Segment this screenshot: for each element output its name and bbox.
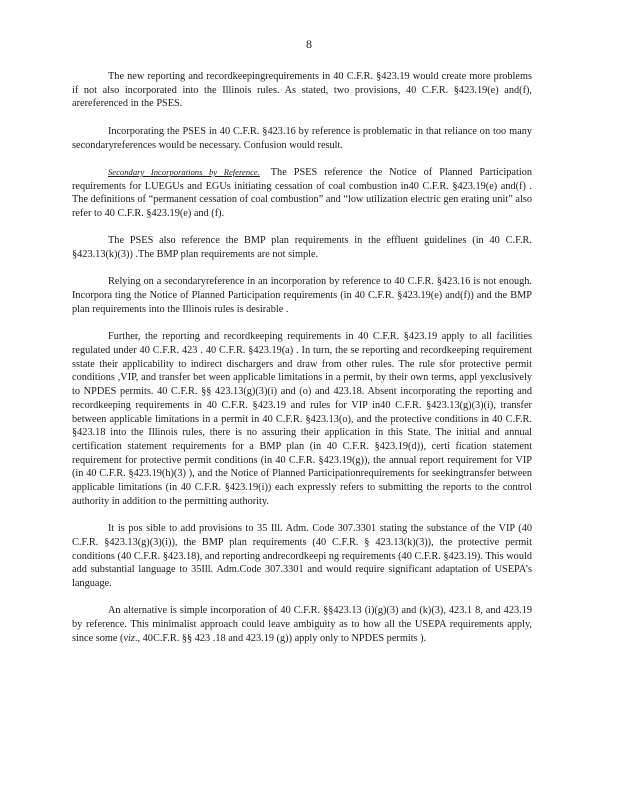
italic-term: viz [123, 632, 135, 644]
paragraph-text: Further, the reporting and recordkeeping requirements in 40 C.F.R. §423.19 apply to all facilities regulated under 40 C.F.R. 423 . 40 C.F.R. §423.19(a) . In turn, the se reporting and recordkeeping requirement sstate their applicability to indirect dischargers and draw from other rules. The rule sfor protective permit conditions ,VIP, and transfer bet ween applicable limitations in a permit, by their own terms, appl yexclusively to NPDES permits. 40 C.F.R. §§ 423.13(g)(3)(i) and (o) and 423.18. Absent incorporating the reporting and recordkeeping requirements in 40 C.F.R. §423.19 and rules for VIP in40 C.F.R. §423.13(g)(3)(i), transfer between applicable limitations in a permit in 40 C.F.R. §423.13(o), and the protective conditions in 40 C.F.R. §423.18 into the Illinois rules, there is no assuring their application in this State. The initial and annual certification statement requirements for a BMP plan (in 40 C.F.R. §423.19(d)), certi fication statement requirement for protective permit conditions (in 40 C.F.R. §423.19(g)), the annual report requirement for VIP (in 40 C.F.R. §423.19(h)(3) ), and the Notice of Planned Participationrequirements for seekingtransfer between applicable limitations (in 40 C.F.R. §423.19(i)) each expressly refers to submitting the reports to the control authority in addition to the permitting authority. [72, 331, 532, 507]
page-number: 8 [306, 37, 312, 51]
paragraph-text: ., 40C.F.R. §§ 423 .18 and 423.19 (g)) apply only to NPDES permits ). [134, 632, 427, 644]
document-body [72, 70, 532, 659]
paragraph-text: The PSES also reference the BMP plan requirements in the effluent guidelines (in 40 C.F.R. §423.13(k)(3)) .The BMP plan requirements are not simple. [72, 235, 532, 261]
paragraph-text: Incorporating the PSES in 40 C.F.R. §423.16 by reference is problematic in that reliance on too many secondaryreferences would be necessary. Confusion would result. [72, 125, 532, 151]
paragraph-text: The new reporting and recordkeepingrequirements in 40 C.F.R. §423.19 would create more problems if not also incorporated into the Illinois rules. As stated, two provisions, 40 C.F.R. §423.19(e) and(f), arereferenced in the PSES. [72, 71, 532, 110]
paragraph-relying-secondary [72, 275, 532, 316]
paragraph-text: The PSES reference the Notice of Planned Participation requirements for LUEGUs and EGUs initiating cessation of coal combustion in40 C.F.R. §423.19(e) and(f) . The definitions of “permanent cessation of coal combustion” and “low utilization electric gen erating unit” also refer to 40 C.F.R. §423.19(e) and (f). [72, 166, 533, 219]
paragraph-text: Relying on a secondaryreference in an incorporation by reference to 40 C.F.R. §423.16 is not enough. Incorpora ting the Notice of Planned Participation requirements (in 40 C.F.R. §423.19(e) and(f)) and the BMP plan requirements into the Illinois rules is desirable . [72, 276, 532, 315]
paragraph-bmp-plan [72, 234, 532, 261]
paragraph-secondary-incorporations [72, 166, 532, 221]
paragraph-text: An alternative is simple incorporation of 40 C.F.R. §§423.13 (i)(g)(3) and (k)(3), 423.1 8, and 423.19 by reference. This minimalist approach could leave ambiguity as to how all the USEPA requirements apply, since some ( [72, 605, 532, 644]
paragraph-reporting-requirements [72, 70, 532, 111]
paragraph-incorporating-pses [72, 125, 532, 152]
paragraph-alternative [72, 604, 532, 645]
paragraph-text: It is pos sible to add provisions to 35 Ill. Adm. Code 307.3301 stating the substance of the VIP (40 C.F.R. §423.13(g)(3)(i)), the BMP plan requirements (40 C.F.R. § 423.13(k)(3)), the protective permit conditions (40 C.F.R. §423.18), and reporting andrecordkeepi ng requirements (40 C.F.R. §423.19). This would add substantial language to 35Ill. Adm.Code 307.3301 and would require significant adaptation of USEPA’s language. [72, 523, 532, 589]
section-heading: Secondary Incorporations by Reference. [108, 166, 260, 177]
paragraph-further-reporting [72, 330, 532, 508]
paragraph-add-provisions [72, 522, 532, 591]
